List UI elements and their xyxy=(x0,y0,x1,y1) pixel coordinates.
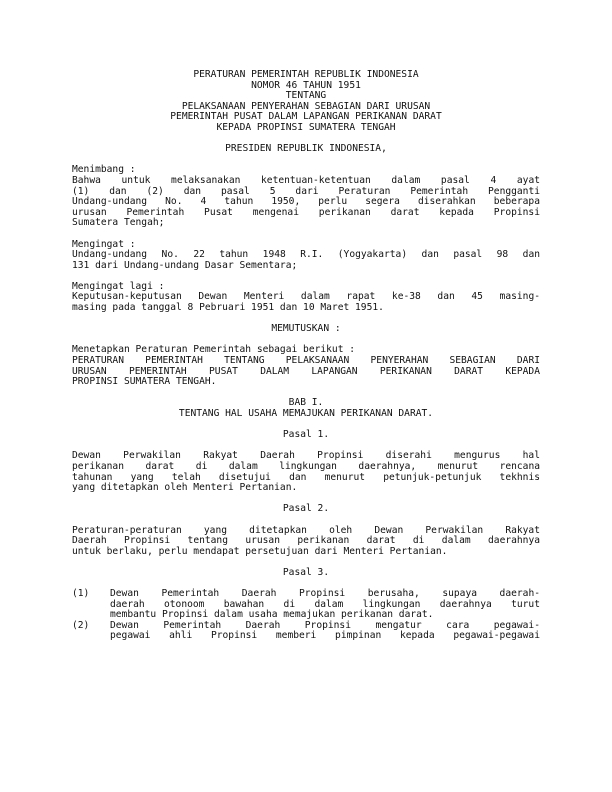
text-line: urusan Pemerintah Pusat mengenai perikanan darat kepada Propinsi xyxy=(72,206,540,218)
text-line: membantu Propinsi dalam usaha memajukan perikanan darat. xyxy=(110,609,434,621)
title-line: PEMERINTAH PUSAT DALAM LAPANGAN PERIKANAN DARAT xyxy=(170,111,442,123)
pasal-heading: Pasal 3. xyxy=(282,566,330,578)
text-line: Sumatera Tengah; xyxy=(72,217,165,229)
mengingat-lagi-section xyxy=(72,282,540,314)
item-number: (2) xyxy=(72,619,90,631)
text-line: daerah otonoom bawahan di dalam lingkungan daerahnya turut xyxy=(110,598,540,610)
title-line: PERATURAN PEMERINTAH REPUBLIK INDONESIA xyxy=(193,69,419,80)
text-line: Keputusan-keputusan Dewan Menteri dalam rapat ke-38 dan 45 masing- xyxy=(72,291,540,303)
text-line: Dewan Perwakilan Rakyat Daerah Propinsi diserahi mengurus hal xyxy=(72,450,540,462)
numbered-item xyxy=(72,589,540,621)
document-title xyxy=(72,70,540,134)
text-line: (1) dan (2) dan pasal 5 dari Peraturan Pemerintah Pengganti xyxy=(72,185,540,197)
text-line: Undang-undang No. 4 tahun 1950, perlu segera diserahkan beberapa xyxy=(72,196,540,208)
text-line: Daerah Propinsi tentang urusan perikanan darat di dalam daerahnya xyxy=(72,535,540,547)
text-line: Peraturan-peraturan yang ditetapkan oleh Dewan Perwakilan Rakyat xyxy=(72,524,540,536)
pasal-3-body xyxy=(72,589,540,642)
president-heading: PRESIDEN REPUBLIK INDONESIA, xyxy=(225,143,387,155)
title-line: TENTANG xyxy=(285,90,327,102)
title-line: NOMOR 46 TAHUN 1951 xyxy=(251,79,361,91)
text-line: 131 dari Undang-undang Dasar Sementara; xyxy=(72,259,298,271)
pasal-2-body xyxy=(72,526,540,558)
text-line: PERATURAN PEMERINTAH TENTANG PELAKSANAAN PENYERAHAN SEBAGIAN DARI xyxy=(72,355,540,367)
bab-number: BAB I. xyxy=(288,397,324,409)
section-label: Menetapkan Peraturan Pemerintah sebagai berikut : xyxy=(72,344,356,356)
section-label: Mengingat lagi : xyxy=(72,280,165,292)
title-line: KEPADA PROPINSI SUMATERA TENGAH xyxy=(216,121,396,133)
text-line: yang ditetapkan oleh Menteri Pertanian. xyxy=(72,482,298,494)
text-line: Bahwa untuk melaksanakan ketentuan-ketentuan dalam pasal 4 ayat xyxy=(72,174,540,186)
text-line: untuk berlaku, perlu mendapat persetujuan dari Menteri Pertanian. xyxy=(72,545,448,557)
text-line: PROPINSI SUMATERA TENGAH. xyxy=(72,376,217,388)
item-number: (1) xyxy=(72,588,90,600)
text-line: tahunan yang telah disetujui dan menurut petunjuk-petunjuk tekhnis xyxy=(72,471,540,483)
pasal-1-body xyxy=(72,451,540,493)
bab-title: TENTANG HAL USAHA MEMAJUKAN PERIKANAN DARAT. xyxy=(178,408,434,419)
text-line: Dewan Pemerintah Daerah Propinsi berusaha, supaya daerah- xyxy=(110,588,540,600)
text-line: pegawai ahli Propinsi memberi pimpinan kepada pegawai-pegawai xyxy=(110,630,540,642)
document-page xyxy=(72,70,540,642)
pasal-heading: Pasal 2. xyxy=(282,503,330,515)
text-line: Dewan Pemerintah Daerah Propinsi mengatur cara pegawai- xyxy=(110,619,540,631)
text-line: Undang-undang No. 22 tahun 1948 R.I. (Yogyakarta) dan pasal 98 dan xyxy=(72,249,540,261)
numbered-item xyxy=(72,621,540,642)
text-line: masing pada tanggal 8 Pebruari 1951 dan 10 Maret 1951. xyxy=(72,302,384,314)
menimbang-section xyxy=(72,165,540,229)
text-line: perikanan darat di dalam lingkungan daerahnya, menurut rencana xyxy=(72,460,540,472)
section-label: Menimbang : xyxy=(72,164,136,176)
pasal-heading: Pasal 1. xyxy=(282,429,330,441)
mengingat-section xyxy=(72,240,540,272)
text-line: URUSAN PEMERINTAH PUSAT DALAM LAPANGAN PERIKANAN DARAT KEPADA xyxy=(72,365,540,377)
memutuskan-heading: MEMUTUSKAN : xyxy=(271,323,341,335)
section-label: Mengingat : xyxy=(72,238,136,250)
menetapkan-section xyxy=(72,345,540,387)
title-line: PELAKSANAAN PENYERAHAN SEBAGIAN DARI URUSAN xyxy=(181,100,431,112)
